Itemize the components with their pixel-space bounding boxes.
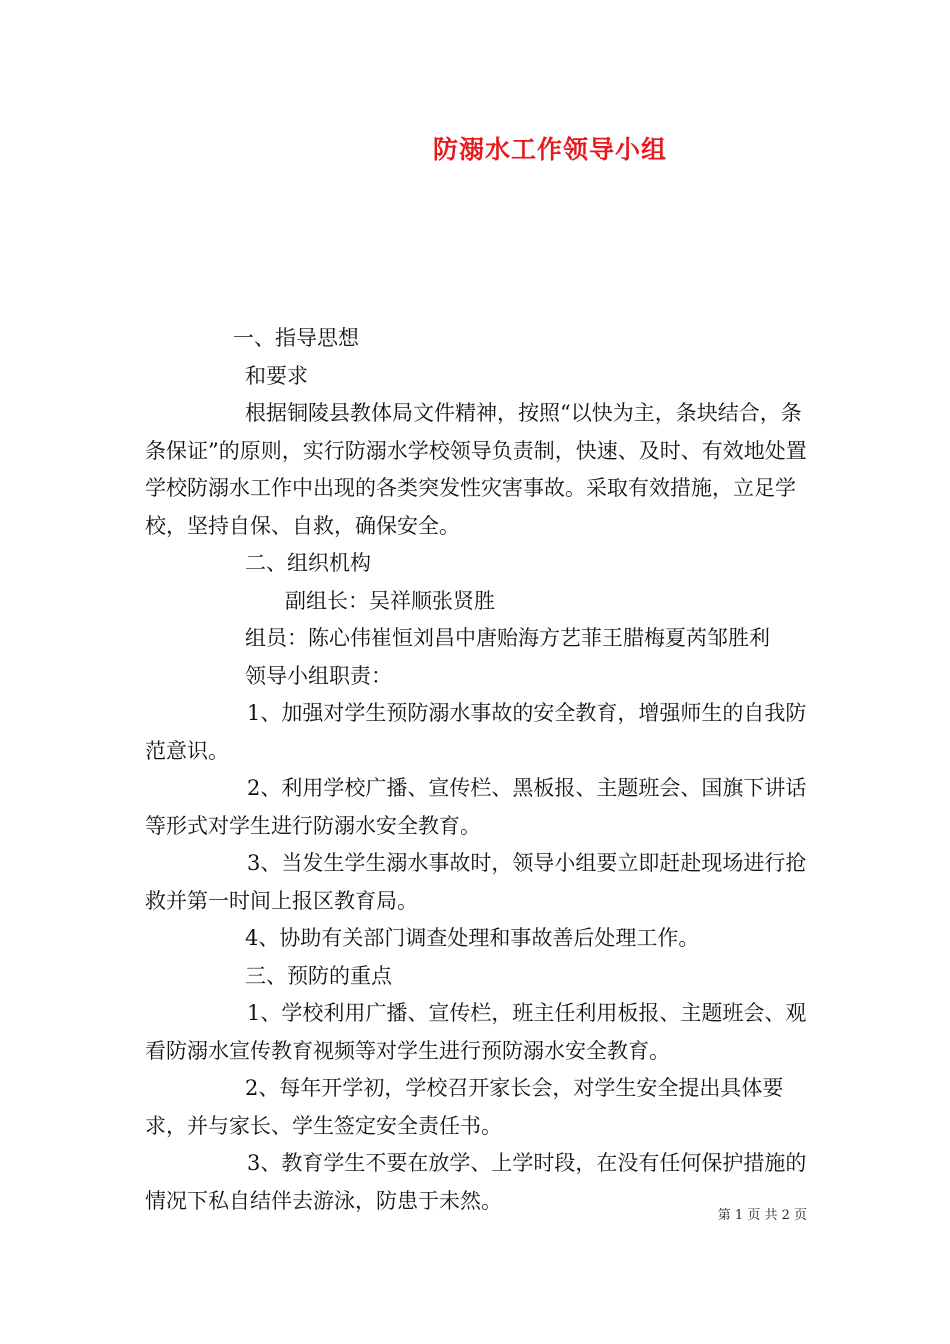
page-number-footer: 第 1 页 共 2 页 — [717, 1208, 807, 1223]
duty-item-1: 1、加强对学生预防溺水事故的安全教育，增强师生的自我防范意识。 — [145, 701, 807, 763]
duty-item-3: 3、当发生学生溺水事故时，领导小组要立即赶赴现场进行抢救并第一时间上报区教育局。 — [145, 851, 807, 913]
document-title: 防溺水工作领导小组 — [432, 135, 667, 164]
paragraph-principles: 根据铜陵县教体局文件精神，按照“以快为主，条块结合，条条保证”的原则，实行防溺水学校领导负责制，快速、及时、有效地处置学校防溺水工作中出现的各类突发性灾害事故。采取有效措施，立足学校，坚持自保、自救，确保安全。 — [145, 401, 807, 538]
duty-item-4: 4、协助有关部门调查处理和事故善后处理工作。 — [245, 926, 700, 950]
section-heading-organization: 二、组织机构 — [245, 551, 371, 575]
members-line: 组员：陈心伟崔恒刘昌中唐贻海方艺菲王腊梅夏芮邹胜利 — [245, 626, 770, 650]
prevention-item-3: 3、教育学生不要在放学、上学时段，在没有任何保护措施的情况下私自结伴去游泳，防患于未然。 — [145, 1151, 807, 1213]
section-heading-guiding-thought: 一、指导思想 — [233, 326, 359, 350]
document-body — [145, 320, 810, 1220]
section-heading-continuation: 和要求 — [245, 363, 308, 388]
duties-heading: 领导小组职责： — [245, 663, 392, 688]
prevention-item-2: 2、每年开学初，学校召开家长会，对学生安全提出具体要求，并与家长、学生签定安全责任书。 — [145, 1076, 784, 1138]
section-heading-prevention: 三、预防的重点 — [245, 963, 392, 988]
duty-item-2: 2、利用学校广播、宣传栏、黑板报、主题班会、国旗下讲话等形式对学生进行防溺水安全教育。 — [145, 776, 807, 838]
deputy-leaders-line: 副组长：吴祥顺张贤胜 — [285, 588, 495, 613]
prevention-item-1: 1、学校利用广播、宣传栏，班主任利用板报、主题班会、观看防溺水宣传教育视频等对学生进行预防溺水安全教育。 — [145, 1001, 807, 1063]
